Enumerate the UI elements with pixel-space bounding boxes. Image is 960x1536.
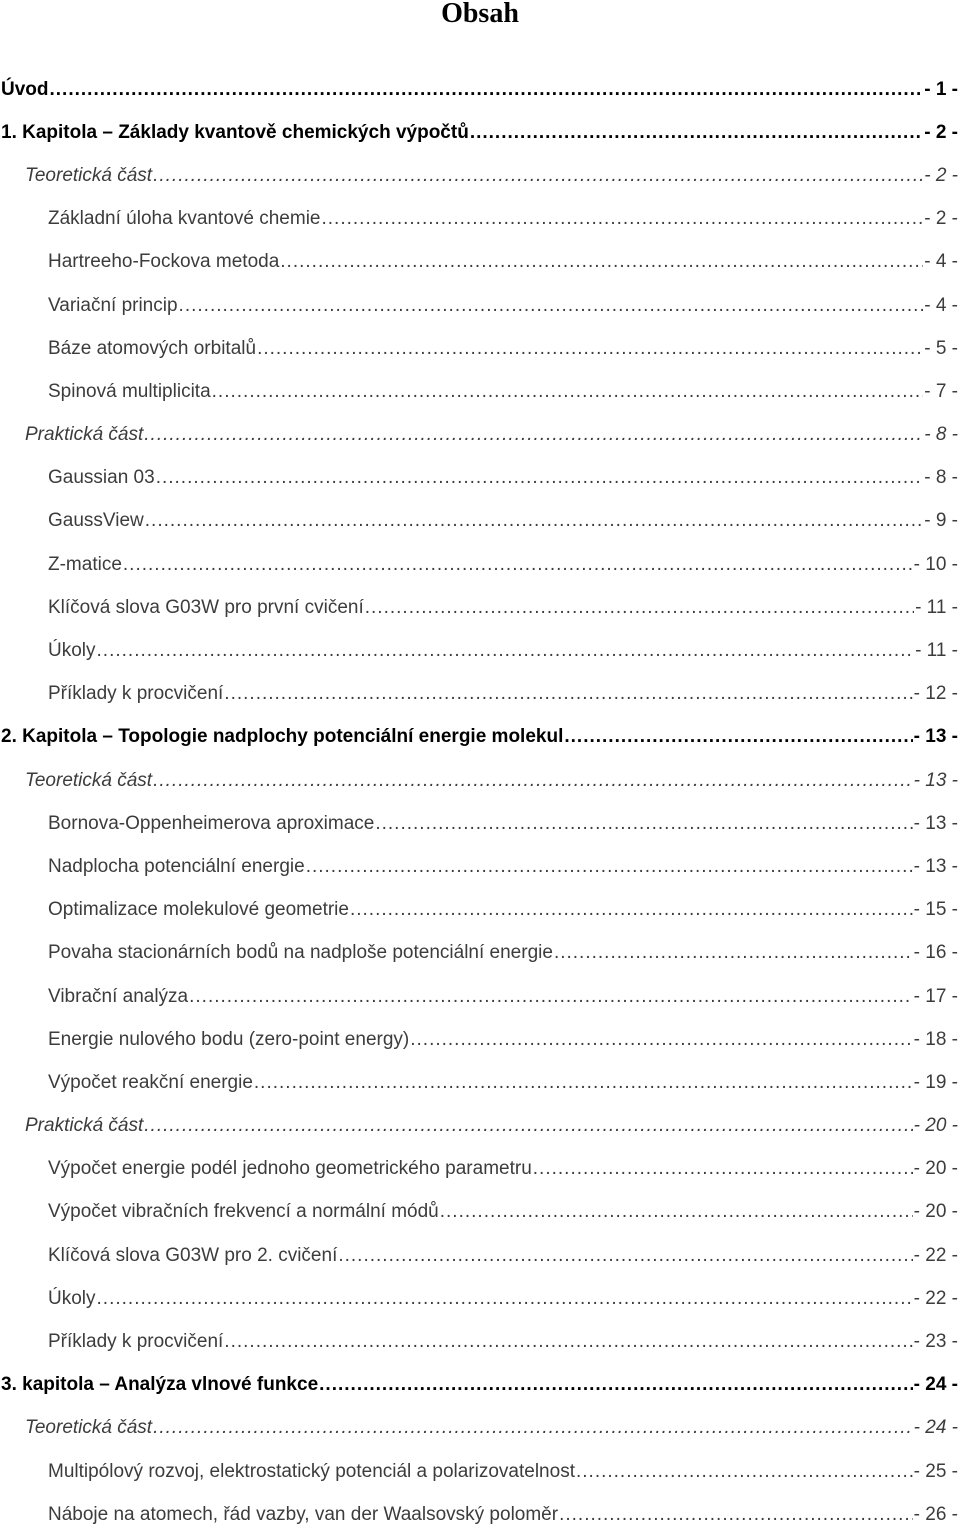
toc-entry-page-number: - 26 - xyxy=(913,1503,958,1525)
toc-entry-label: Báze atomových orbitalů xyxy=(48,337,257,359)
toc-entry-label: Spinová multiplicita xyxy=(48,380,211,402)
toc-entry-page-number: - 10 - xyxy=(913,553,958,575)
dot-leader xyxy=(224,683,912,705)
dot-leader xyxy=(254,1072,913,1094)
toc-entry[interactable] xyxy=(0,1320,958,1363)
dot-leader xyxy=(576,1461,913,1483)
dot-leader xyxy=(145,510,923,532)
toc-entry[interactable] xyxy=(0,1105,958,1148)
toc-entry[interactable] xyxy=(0,284,958,327)
toc-entry-page-number: - 2 - xyxy=(924,208,958,230)
toc-entry[interactable] xyxy=(0,586,958,629)
toc-entry-page-number: - 2 - xyxy=(924,121,958,143)
toc-entry-label: Úkoly xyxy=(48,1287,96,1309)
toc-entry-label: Klíčová slova G03W pro první cvičení xyxy=(48,596,364,618)
toc-entry-page-number: - 7 - xyxy=(924,380,958,402)
toc-entry[interactable] xyxy=(0,889,958,932)
toc-entry[interactable] xyxy=(0,1191,958,1234)
toc-entry[interactable] xyxy=(0,1407,958,1450)
toc-entry-page-number: - 15 - xyxy=(913,899,958,921)
toc-entry[interactable] xyxy=(0,198,958,241)
toc-entry-page-number: - 13 - xyxy=(913,855,958,877)
toc-entry-page-number: - 1 - xyxy=(924,78,958,100)
toc-entry[interactable] xyxy=(0,1061,958,1104)
dot-leader xyxy=(144,1115,912,1137)
toc-entry-page-number: - 9 - xyxy=(924,510,958,532)
toc-entry[interactable] xyxy=(0,154,958,197)
dot-leader xyxy=(97,1288,913,1310)
toc-entry[interactable] xyxy=(0,1148,958,1191)
toc-entry-label: Nadplocha potenciální energie xyxy=(48,855,305,877)
page-title: Obsah xyxy=(441,0,519,29)
toc-entry-label: Optimalizace molekulové geometrie xyxy=(48,899,349,921)
dot-leader xyxy=(375,813,912,835)
toc-entry-page-number: - 17 - xyxy=(913,985,958,1007)
toc-entry-page-number: - 4 - xyxy=(924,294,958,316)
dot-leader xyxy=(554,942,913,964)
toc-entry[interactable] xyxy=(0,327,958,370)
toc-entry-page-number: - 11 - xyxy=(915,640,958,662)
toc-entry-page-number: - 12 - xyxy=(913,683,958,705)
dot-leader xyxy=(179,295,924,317)
toc-entry-label: Teoretická část xyxy=(25,164,153,186)
toc-entry-label: Gaussian 03 xyxy=(48,467,155,489)
toc-entry-label: Teoretická část xyxy=(25,769,153,791)
dot-leader xyxy=(319,1374,913,1396)
toc-entry-page-number: - 5 - xyxy=(924,337,958,359)
toc-entry-label: GaussView xyxy=(48,510,144,532)
dot-leader xyxy=(440,1201,913,1223)
toc-entry-label: Variační princip xyxy=(48,294,178,316)
toc-entry[interactable] xyxy=(0,241,958,284)
toc-entry-page-number: - 8 - xyxy=(924,424,958,446)
toc-entry[interactable] xyxy=(0,68,958,111)
toc-entry-page-number: - 24 - xyxy=(913,1374,958,1396)
toc-entry-page-number: - 18 - xyxy=(913,1028,958,1050)
toc-entry-label: Praktická část xyxy=(25,424,144,446)
dot-leader xyxy=(153,1417,913,1439)
toc-entry-label: Hartreeho-Fockova metoda xyxy=(48,251,280,273)
toc-entry[interactable] xyxy=(0,414,958,457)
dot-leader xyxy=(470,122,923,144)
dot-leader xyxy=(559,1504,913,1526)
dot-leader xyxy=(50,79,924,101)
toc-entry-page-number: - 13 - xyxy=(913,769,958,791)
toc-entry[interactable] xyxy=(0,1234,958,1277)
dot-leader xyxy=(153,770,913,792)
toc-entry-label: Úkoly xyxy=(48,640,96,662)
dot-leader xyxy=(224,1331,912,1353)
dot-leader xyxy=(350,899,913,921)
toc-entry[interactable] xyxy=(0,1277,958,1320)
dot-leader xyxy=(144,424,923,446)
toc-entry-page-number: - 19 - xyxy=(913,1071,958,1093)
toc-entry[interactable] xyxy=(0,543,958,586)
dot-leader xyxy=(365,597,914,619)
toc-entry[interactable] xyxy=(0,500,958,543)
toc-entry-page-number: - 25 - xyxy=(913,1460,958,1482)
toc-entry-label: Multipólový rozvoj, elektrostatický potenciál a polarizovatelnost xyxy=(48,1460,575,1482)
dot-leader xyxy=(306,856,913,878)
toc-entry[interactable] xyxy=(0,1364,958,1407)
toc-entry[interactable] xyxy=(0,716,958,759)
toc-entry-label: Základní úloha kvantové chemie xyxy=(48,208,321,230)
toc-entry-label: Výpočet reakční energie xyxy=(48,1071,253,1093)
toc-entry[interactable] xyxy=(0,759,958,802)
toc-entry-label: Výpočet energie podél jednoho geometrického parametru xyxy=(48,1158,532,1180)
toc-entry-label: Náboje na atomech, řád vazby, van der Waalsovský poloměr xyxy=(48,1503,559,1525)
dot-leader xyxy=(123,554,913,576)
toc-entry-page-number: - 20 - xyxy=(913,1201,958,1223)
dot-leader xyxy=(212,381,924,403)
dot-leader xyxy=(564,726,912,748)
toc-entry[interactable] xyxy=(0,802,958,845)
toc-entry[interactable] xyxy=(0,629,958,672)
toc-entry[interactable] xyxy=(0,1493,958,1536)
toc-entry-label: Energie nulového bodu (zero-point energy) xyxy=(48,1028,410,1050)
toc-entry-label: Z-matice xyxy=(48,553,122,575)
toc-entry-label: Povaha stacionárních bodů na nadploše potenciální energie xyxy=(48,942,553,964)
dot-leader xyxy=(257,338,923,360)
toc-entry-label: Praktická část xyxy=(25,1115,144,1137)
toc-entry-page-number: - 11 - xyxy=(915,596,958,618)
toc-entry-label: Bornova-Oppenheimerova aproximace xyxy=(48,812,375,834)
toc-entry-label: Vibrační analýza xyxy=(48,985,189,1007)
toc-entry-page-number: - 13 - xyxy=(913,726,958,748)
dot-leader xyxy=(156,467,924,489)
toc-entry[interactable] xyxy=(0,845,958,888)
toc-entry-label: Výpočet vibračních frekvencí a normální módů xyxy=(48,1201,439,1223)
toc-entry[interactable] xyxy=(0,111,958,154)
toc-entry-label: Příklady k procvičení xyxy=(48,683,224,705)
toc-entry[interactable] xyxy=(0,1450,958,1493)
dot-leader xyxy=(280,251,923,273)
toc-entry-label: 3. kapitola – Analýza vlnové funkce xyxy=(1,1374,319,1396)
toc-entry[interactable] xyxy=(0,975,958,1018)
toc-entry-page-number: - 2 - xyxy=(924,164,958,186)
toc-entry-page-number: - 20 - xyxy=(913,1115,958,1137)
dot-leader xyxy=(338,1245,912,1267)
toc-entry[interactable] xyxy=(0,673,958,716)
dot-leader xyxy=(410,1029,912,1051)
toc-entry-page-number: - 13 - xyxy=(913,812,958,834)
toc-entry-page-number: - 8 - xyxy=(924,467,958,489)
toc-entry-label: Úvod xyxy=(1,78,49,100)
toc-entry-page-number: - 23 - xyxy=(913,1331,958,1353)
toc-entry-page-number: - 24 - xyxy=(913,1417,958,1439)
toc-entry-page-number: - 4 - xyxy=(924,251,958,273)
toc-entry-page-number: - 20 - xyxy=(913,1158,958,1180)
toc-entry-label: Příklady k procvičení xyxy=(48,1331,224,1353)
toc-entry[interactable] xyxy=(0,457,958,500)
toc-entry[interactable] xyxy=(0,370,958,413)
toc-entry-page-number: - 22 - xyxy=(913,1287,958,1309)
toc-entry[interactable] xyxy=(0,1018,958,1061)
toc-entry-label: Klíčová slova G03W pro 2. cvičení xyxy=(48,1244,338,1266)
dot-leader xyxy=(97,640,915,662)
toc-entry[interactable] xyxy=(0,932,958,975)
toc-entry-page-number: - 16 - xyxy=(913,942,958,964)
toc-entry-label: 1. Kapitola – Základy kvantově chemických výpočtů xyxy=(1,121,469,143)
dot-leader xyxy=(533,1158,913,1180)
toc-entry-label: 2. Kapitola – Topologie nadplochy potenciální energie molekul xyxy=(1,726,564,748)
toc-entry-label: Teoretická část xyxy=(25,1417,153,1439)
dot-leader xyxy=(153,165,923,187)
dot-leader xyxy=(322,208,924,230)
table-of-contents xyxy=(0,68,958,1536)
toc-entry-page-number: - 22 - xyxy=(913,1244,958,1266)
dot-leader xyxy=(189,986,913,1008)
